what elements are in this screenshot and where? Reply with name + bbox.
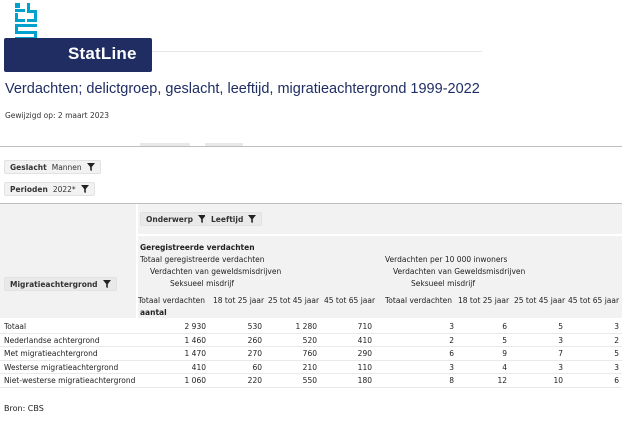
table-cell: 6 [614, 376, 619, 385]
column-header: 18 tot 25 jaar [213, 296, 265, 305]
table-cell: 210 [302, 362, 317, 372]
table-cell: 5 [558, 322, 563, 331]
table-cell: 9 [502, 349, 507, 358]
table-cell: 3 [449, 322, 454, 331]
table-cell: 2 [614, 335, 619, 345]
filter-icon[interactable] [103, 280, 111, 288]
table-cell: 180 [357, 376, 372, 385]
filter-perioden-label: Perioden [10, 184, 48, 194]
group-header-geweld-right: Verdachten van Geweldsmisdrijven [393, 267, 526, 276]
filter-geslacht-label: Geslacht [10, 162, 47, 172]
table-cell: 5 [502, 335, 507, 345]
row-divider [0, 333, 622, 334]
pivot-onderwerp[interactable] [140, 212, 212, 226]
unit-label: aantal [140, 308, 167, 317]
filter-icon[interactable] [87, 163, 95, 171]
group-header-geweld: Verdachten van geweldsmisdrijven [150, 267, 282, 276]
group-header-totaal: Totaal geregistreerde verdachten [140, 255, 265, 264]
column-header: Totaal verdachten [138, 296, 206, 305]
source-note: Bron: CBS [4, 404, 44, 413]
row-label: Nederlandse achtergrond [4, 335, 100, 345]
table-cell: 550 [302, 376, 317, 385]
filter-icon[interactable] [81, 185, 89, 193]
table-cell: 3 [558, 362, 563, 372]
table-cell: 1 470 [184, 349, 206, 358]
page-title: Verdachten; delictgroep, geslacht, leeftijd, migratieachtergrond 1999-2022 [5, 81, 480, 97]
row-label: Totaal [4, 322, 27, 331]
table-cell: 6 [449, 349, 454, 358]
row-label: Westerse migratieachtergrond [4, 362, 119, 372]
table-cell: 290 [357, 349, 372, 358]
pivot-migratie-label: Migratieachtergrond [10, 279, 98, 289]
column-header: 25 tot 45 jaar [268, 296, 320, 305]
table-cell: 1 280 [295, 322, 317, 331]
table-cell: 3 [614, 322, 619, 331]
table-cell: 760 [302, 349, 317, 358]
table-cell: 110 [357, 362, 372, 372]
filter-perioden[interactable] [4, 182, 95, 196]
table-cell: 2 [449, 335, 454, 345]
table-cell: 4 [502, 362, 507, 372]
table-cell: 3 [614, 362, 619, 372]
table-cell: 220 [247, 376, 262, 385]
row-header-cell [0, 204, 136, 318]
table-cell: 2 930 [184, 322, 206, 331]
filter-icon[interactable] [248, 215, 256, 223]
pivot-onderwerp-label: Onderwerp [146, 214, 193, 224]
table-cell: 1 460 [184, 335, 206, 345]
header-divider [152, 51, 482, 52]
table-cell: 710 [357, 322, 372, 331]
section-divider [0, 146, 622, 147]
filter-perioden-value: 2022* [52, 184, 76, 194]
table-cell: 520 [302, 335, 317, 345]
table-cell: 1 060 [184, 376, 206, 385]
pivot-migratieachtergrond[interactable] [4, 277, 117, 291]
group-header-per-10000: Verdachten per 10 000 inwoners [385, 255, 508, 264]
row-divider [0, 360, 622, 361]
filter-geslacht-value: Mannen [51, 162, 82, 172]
table-cell: 10 [553, 376, 563, 385]
table-cell: 530 [247, 322, 262, 331]
table-cell: 7 [558, 349, 563, 358]
table-cell: 5 [614, 349, 619, 358]
pivot-leeftijd-label: Leeftijd [211, 214, 244, 224]
table-cell: 60 [252, 362, 262, 372]
row-divider [0, 346, 622, 347]
group-header-seksueel: Seksueel misdrijf [170, 279, 235, 288]
row-divider [0, 387, 622, 388]
table-cell: 3 [449, 362, 454, 372]
row-divider [0, 373, 622, 374]
column-header: 45 tot 65 jaar [324, 296, 376, 305]
group-header-geregistreerd: Geregistreerde verdachten [140, 243, 255, 252]
brand-name[interactable]: StatLine [68, 44, 137, 63]
table-cell: 270 [247, 349, 262, 358]
table-cell: 8 [449, 376, 454, 385]
table-cell: 260 [247, 335, 262, 345]
column-header: 25 tot 45 jaar [514, 296, 566, 305]
table-cell: 3 [558, 335, 563, 345]
column-header: Totaal verdachten [385, 296, 453, 305]
filter-geslacht[interactable] [4, 160, 101, 174]
modified-date: Gewijzigd op: 2 maart 2023 [5, 111, 110, 120]
table-cell: 410 [191, 362, 206, 372]
table-cell: 6 [502, 322, 507, 331]
column-header: 18 tot 25 jaar [458, 296, 510, 305]
group-header-seksueel-right: Seksueel misdrijf [411, 279, 476, 288]
pivot-leeftijd[interactable] [205, 212, 262, 226]
table-cell: 410 [357, 335, 372, 345]
row-label: Niet-westerse migratieachtergrond [4, 376, 136, 385]
column-header: 45 tot 65 jaar [568, 296, 620, 305]
table-cell: 12 [497, 376, 507, 385]
row-label: Met migratieachtergrond [4, 349, 98, 358]
